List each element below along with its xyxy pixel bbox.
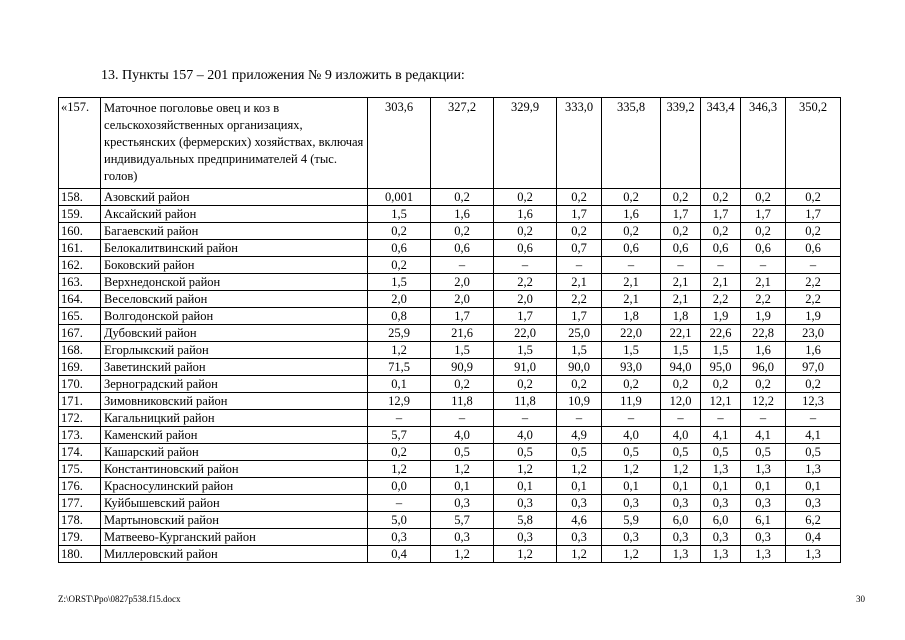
value-cell: 0,3	[431, 529, 494, 546]
table-row	[59, 376, 841, 393]
row-number: 176.	[59, 478, 101, 495]
value-cell: 1,7	[557, 206, 602, 223]
value-cell: –	[557, 410, 602, 427]
value-cell: –	[786, 410, 841, 427]
row-number: 159.	[59, 206, 101, 223]
value-cell: 0,1	[701, 478, 741, 495]
table-row	[59, 512, 841, 529]
value-cell: 90,9	[431, 359, 494, 376]
value-cell: –	[557, 257, 602, 274]
row-number: 163.	[59, 274, 101, 291]
table-row	[59, 240, 841, 257]
value-cell: 1,7	[431, 308, 494, 325]
row-label: Константиновский район	[101, 461, 368, 478]
value-cell: 4,1	[786, 427, 841, 444]
value-cell: 11,8	[494, 393, 557, 410]
value-cell: 0,5	[602, 444, 661, 461]
table-row	[59, 461, 841, 478]
value-cell: 0,2	[701, 223, 741, 240]
value-cell: 0,1	[786, 478, 841, 495]
table-row	[59, 257, 841, 274]
value-cell: 22,8	[741, 325, 786, 342]
row-number: 168.	[59, 342, 101, 359]
value-cell: 21,6	[431, 325, 494, 342]
value-cell: 0,2	[557, 376, 602, 393]
value-cell: 10,9	[557, 393, 602, 410]
value-cell: 350,2	[786, 98, 841, 189]
value-cell: 1,7	[701, 206, 741, 223]
value-cell: 0,5	[661, 444, 701, 461]
value-cell: 0,3	[701, 529, 741, 546]
value-cell: 1,7	[741, 206, 786, 223]
row-number: 167.	[59, 325, 101, 342]
value-cell: 0,2	[494, 189, 557, 206]
row-label: Матвеево-Курганский район	[101, 529, 368, 546]
value-cell: 0,2	[661, 189, 701, 206]
row-number: 174.	[59, 444, 101, 461]
value-cell: 2,2	[786, 291, 841, 308]
row-label: Кагальницкий район	[101, 410, 368, 427]
row-number: 173.	[59, 427, 101, 444]
value-cell: 4,6	[557, 512, 602, 529]
row-number: 175.	[59, 461, 101, 478]
value-cell: 0,2	[557, 189, 602, 206]
value-cell: 1,5	[661, 342, 701, 359]
value-cell: 1,3	[786, 461, 841, 478]
value-cell: 1,7	[661, 206, 701, 223]
row-number: 158.	[59, 189, 101, 206]
value-cell: 1,3	[741, 461, 786, 478]
value-cell: –	[701, 257, 741, 274]
row-number: «157.	[59, 98, 101, 189]
value-cell: 4,0	[494, 427, 557, 444]
value-cell: 0,6	[431, 240, 494, 257]
value-cell: 22,1	[661, 325, 701, 342]
value-cell: 2,0	[494, 291, 557, 308]
value-cell: 2,0	[431, 291, 494, 308]
value-cell: 1,3	[661, 546, 701, 563]
table-row	[59, 410, 841, 427]
table-row	[59, 342, 841, 359]
value-cell: 0,6	[661, 240, 701, 257]
value-cell: 0,7	[557, 240, 602, 257]
value-cell: 1,2	[431, 546, 494, 563]
value-cell: 1,5	[368, 274, 431, 291]
value-cell: 1,6	[431, 206, 494, 223]
value-cell: 0,3	[741, 495, 786, 512]
value-cell: 1,6	[786, 342, 841, 359]
value-cell: 0,2	[557, 223, 602, 240]
value-cell: 2,2	[494, 274, 557, 291]
value-cell: 90,0	[557, 359, 602, 376]
value-cell: 0,5	[741, 444, 786, 461]
value-cell: 0,3	[494, 529, 557, 546]
table-row	[59, 223, 841, 240]
value-cell: 0,5	[494, 444, 557, 461]
table-row	[59, 546, 841, 563]
row-label: Куйбышевский район	[101, 495, 368, 512]
row-number: 162.	[59, 257, 101, 274]
table-row	[59, 189, 841, 206]
row-label: Верхнедонской район	[101, 274, 368, 291]
row-number: 172.	[59, 410, 101, 427]
value-cell: 0,6	[602, 240, 661, 257]
value-cell: 0,2	[368, 223, 431, 240]
row-label: Волгодонской район	[101, 308, 368, 325]
value-cell: 2,1	[602, 274, 661, 291]
row-number: 169.	[59, 359, 101, 376]
value-cell: 0,3	[701, 495, 741, 512]
value-cell: 0,4	[786, 529, 841, 546]
value-cell: 2,1	[602, 291, 661, 308]
value-cell: 0,2	[602, 189, 661, 206]
table-row	[59, 291, 841, 308]
value-cell: 5,7	[431, 512, 494, 529]
value-cell: 71,5	[368, 359, 431, 376]
value-cell: 1,9	[786, 308, 841, 325]
value-cell: 0,2	[494, 376, 557, 393]
value-cell: 343,4	[701, 98, 741, 189]
value-cell: 0,2	[701, 189, 741, 206]
value-cell: 1,2	[661, 461, 701, 478]
value-cell: 1,2	[557, 461, 602, 478]
table-row	[59, 325, 841, 342]
value-cell: 1,3	[741, 546, 786, 563]
row-number: 161.	[59, 240, 101, 257]
value-cell: 0,2	[786, 376, 841, 393]
value-cell: 1,5	[602, 342, 661, 359]
value-cell: 1,6	[741, 342, 786, 359]
value-cell: 0,3	[602, 529, 661, 546]
value-cell: 1,9	[701, 308, 741, 325]
table-row	[59, 495, 841, 512]
value-cell: 0,1	[661, 478, 701, 495]
value-cell: –	[701, 410, 741, 427]
value-cell: 0,6	[786, 240, 841, 257]
value-cell: 96,0	[741, 359, 786, 376]
value-cell: 94,0	[661, 359, 701, 376]
row-label: Каменский район	[101, 427, 368, 444]
value-cell: 0,2	[602, 223, 661, 240]
value-cell: 11,9	[602, 393, 661, 410]
value-cell: 25,9	[368, 325, 431, 342]
value-cell: 5,7	[368, 427, 431, 444]
row-number: 178.	[59, 512, 101, 529]
value-cell: 0,6	[701, 240, 741, 257]
value-cell: 1,2	[494, 546, 557, 563]
value-cell: 0,6	[741, 240, 786, 257]
value-cell: 0,2	[494, 223, 557, 240]
table-row	[59, 529, 841, 546]
value-cell: 0,0	[368, 478, 431, 495]
value-cell: 0,1	[557, 478, 602, 495]
table-row	[59, 359, 841, 376]
value-cell: 6,0	[661, 512, 701, 529]
value-cell: 12,3	[786, 393, 841, 410]
value-cell: 0,2	[368, 444, 431, 461]
value-cell: 329,9	[494, 98, 557, 189]
value-cell: –	[494, 257, 557, 274]
value-cell: 1,2	[494, 461, 557, 478]
value-cell: 0,3	[557, 495, 602, 512]
table-row	[59, 206, 841, 223]
row-number: 170.	[59, 376, 101, 393]
row-label: Веселовский район	[101, 291, 368, 308]
row-label: Красносулинский район	[101, 478, 368, 495]
footer-page-number: 30	[856, 594, 865, 604]
value-cell: 6,2	[786, 512, 841, 529]
value-cell: 333,0	[557, 98, 602, 189]
value-cell: 2,0	[431, 274, 494, 291]
row-number: 179.	[59, 529, 101, 546]
value-cell: 1,2	[368, 461, 431, 478]
value-cell: 1,5	[431, 342, 494, 359]
value-cell: 1,2	[557, 546, 602, 563]
row-label: Зерноградский район	[101, 376, 368, 393]
table-row	[59, 308, 841, 325]
value-cell: –	[431, 410, 494, 427]
value-cell: 0,2	[786, 223, 841, 240]
value-cell: 0,5	[431, 444, 494, 461]
value-cell: 0,2	[661, 223, 701, 240]
row-label: Егорлыкский район	[101, 342, 368, 359]
value-cell: 0,5	[701, 444, 741, 461]
row-label: Боковский район	[101, 257, 368, 274]
value-cell: 0,3	[741, 529, 786, 546]
table-row	[59, 98, 841, 189]
value-cell: 2,0	[368, 291, 431, 308]
row-number: 165.	[59, 308, 101, 325]
row-label: Багаевский район	[101, 223, 368, 240]
value-cell: 335,8	[602, 98, 661, 189]
value-cell: 0,3	[602, 495, 661, 512]
value-cell: 0,3	[661, 529, 701, 546]
value-cell: 1,5	[494, 342, 557, 359]
value-cell: 4,0	[602, 427, 661, 444]
table-row	[59, 393, 841, 410]
value-cell: 23,0	[786, 325, 841, 342]
value-cell: 1,7	[786, 206, 841, 223]
value-cell: 91,0	[494, 359, 557, 376]
value-cell: 346,3	[741, 98, 786, 189]
value-cell: 0,5	[786, 444, 841, 461]
value-cell: 2,1	[741, 274, 786, 291]
value-cell: 12,9	[368, 393, 431, 410]
value-cell: 0,2	[431, 376, 494, 393]
value-cell: 5,9	[602, 512, 661, 529]
value-cell: 1,2	[602, 546, 661, 563]
value-cell: 0,3	[786, 495, 841, 512]
row-number: 164.	[59, 291, 101, 308]
value-cell: 1,5	[701, 342, 741, 359]
row-number: 180.	[59, 546, 101, 563]
value-cell: 0,3	[368, 529, 431, 546]
value-cell: 5,8	[494, 512, 557, 529]
value-cell: 327,2	[431, 98, 494, 189]
row-label: Дубовский район	[101, 325, 368, 342]
value-cell: 12,1	[701, 393, 741, 410]
value-cell: 4,1	[741, 427, 786, 444]
value-cell: –	[741, 410, 786, 427]
value-cell: 97,0	[786, 359, 841, 376]
value-cell: 1,2	[368, 342, 431, 359]
value-cell: 6,1	[741, 512, 786, 529]
value-cell: –	[368, 495, 431, 512]
row-label: Кашарский район	[101, 444, 368, 461]
value-cell: 1,7	[557, 308, 602, 325]
value-cell: 0,2	[368, 257, 431, 274]
table-body	[59, 98, 841, 563]
value-cell: 2,1	[557, 274, 602, 291]
row-label: Зимовниковский район	[101, 393, 368, 410]
value-cell: 0,1	[602, 478, 661, 495]
value-cell: 6,0	[701, 512, 741, 529]
row-number: 171.	[59, 393, 101, 410]
value-cell: 2,1	[701, 274, 741, 291]
value-cell: 93,0	[602, 359, 661, 376]
value-cell: 0,8	[368, 308, 431, 325]
value-cell: 0,1	[368, 376, 431, 393]
value-cell: 1,8	[602, 308, 661, 325]
value-cell: 4,0	[661, 427, 701, 444]
section-heading: 13. Пункты 157 – 201 приложения № 9 изложить в редакции:	[101, 68, 465, 83]
value-cell: 22,0	[602, 325, 661, 342]
value-cell: 1,6	[602, 206, 661, 223]
value-cell: 1,3	[701, 461, 741, 478]
value-cell: 4,0	[431, 427, 494, 444]
value-cell: 0,3	[557, 529, 602, 546]
table-row	[59, 427, 841, 444]
value-cell: –	[602, 257, 661, 274]
value-cell: 12,2	[741, 393, 786, 410]
value-cell: 0,5	[557, 444, 602, 461]
value-cell: –	[786, 257, 841, 274]
value-cell: 95,0	[701, 359, 741, 376]
value-cell: 2,2	[741, 291, 786, 308]
value-cell: 0,2	[431, 189, 494, 206]
value-cell: 1,7	[494, 308, 557, 325]
value-cell: –	[661, 410, 701, 427]
value-cell: 1,5	[368, 206, 431, 223]
value-cell: 1,8	[661, 308, 701, 325]
value-cell: 4,1	[701, 427, 741, 444]
value-cell: –	[661, 257, 701, 274]
row-label: Миллеровский район	[101, 546, 368, 563]
value-cell: 1,2	[431, 461, 494, 478]
row-label: Маточное поголовье овец и коз в сельскохозяйственных организациях, крестьянских (фермерских) хозяйствах, включая индивидуальных предпринимателей 4 (тыс. голов)	[101, 98, 368, 189]
table-row	[59, 444, 841, 461]
value-cell: –	[602, 410, 661, 427]
value-cell: 4,9	[557, 427, 602, 444]
value-cell: 0,2	[741, 189, 786, 206]
value-cell: 1,3	[701, 546, 741, 563]
value-cell: 0,001	[368, 189, 431, 206]
value-cell: 0,6	[368, 240, 431, 257]
value-cell: 0,2	[741, 376, 786, 393]
value-cell: 0,3	[661, 495, 701, 512]
value-cell: 22,6	[701, 325, 741, 342]
row-number: 160.	[59, 223, 101, 240]
value-cell: 25,0	[557, 325, 602, 342]
value-cell: –	[431, 257, 494, 274]
value-cell: 5,0	[368, 512, 431, 529]
value-cell: –	[494, 410, 557, 427]
value-cell: 2,2	[786, 274, 841, 291]
value-cell: 2,1	[661, 291, 701, 308]
row-label: Заветинский район	[101, 359, 368, 376]
value-cell: 0,3	[431, 495, 494, 512]
value-cell: 0,2	[786, 189, 841, 206]
value-cell: 11,8	[431, 393, 494, 410]
value-cell: 303,6	[368, 98, 431, 189]
value-cell: 1,2	[602, 461, 661, 478]
value-cell: 0,1	[494, 478, 557, 495]
value-cell: 1,3	[786, 546, 841, 563]
value-cell: –	[741, 257, 786, 274]
row-label: Аксайский район	[101, 206, 368, 223]
value-cell: 1,9	[741, 308, 786, 325]
row-label: Азовский район	[101, 189, 368, 206]
value-cell: 0,2	[431, 223, 494, 240]
value-cell: 0,1	[431, 478, 494, 495]
value-cell: 0,3	[494, 495, 557, 512]
value-cell: 0,2	[741, 223, 786, 240]
value-cell: 2,2	[701, 291, 741, 308]
footer-file-path: Z:\ORST\Ppo\0827p538.f15.docx	[58, 594, 181, 604]
data-table	[58, 97, 841, 563]
value-cell: 0,2	[602, 376, 661, 393]
row-number: 177.	[59, 495, 101, 512]
value-cell: 1,5	[557, 342, 602, 359]
value-cell: 339,2	[661, 98, 701, 189]
value-cell: 0,2	[701, 376, 741, 393]
value-cell: 0,2	[661, 376, 701, 393]
value-cell: 0,6	[494, 240, 557, 257]
table-row	[59, 478, 841, 495]
table-row	[59, 274, 841, 291]
value-cell: –	[368, 410, 431, 427]
value-cell: 0,1	[741, 478, 786, 495]
value-cell: 12,0	[661, 393, 701, 410]
value-cell: 2,2	[557, 291, 602, 308]
value-cell: 2,1	[661, 274, 701, 291]
row-label: Белокалитвинский район	[101, 240, 368, 257]
row-label: Мартыновский район	[101, 512, 368, 529]
value-cell: 0,4	[368, 546, 431, 563]
value-cell: 1,6	[494, 206, 557, 223]
value-cell: 22,0	[494, 325, 557, 342]
